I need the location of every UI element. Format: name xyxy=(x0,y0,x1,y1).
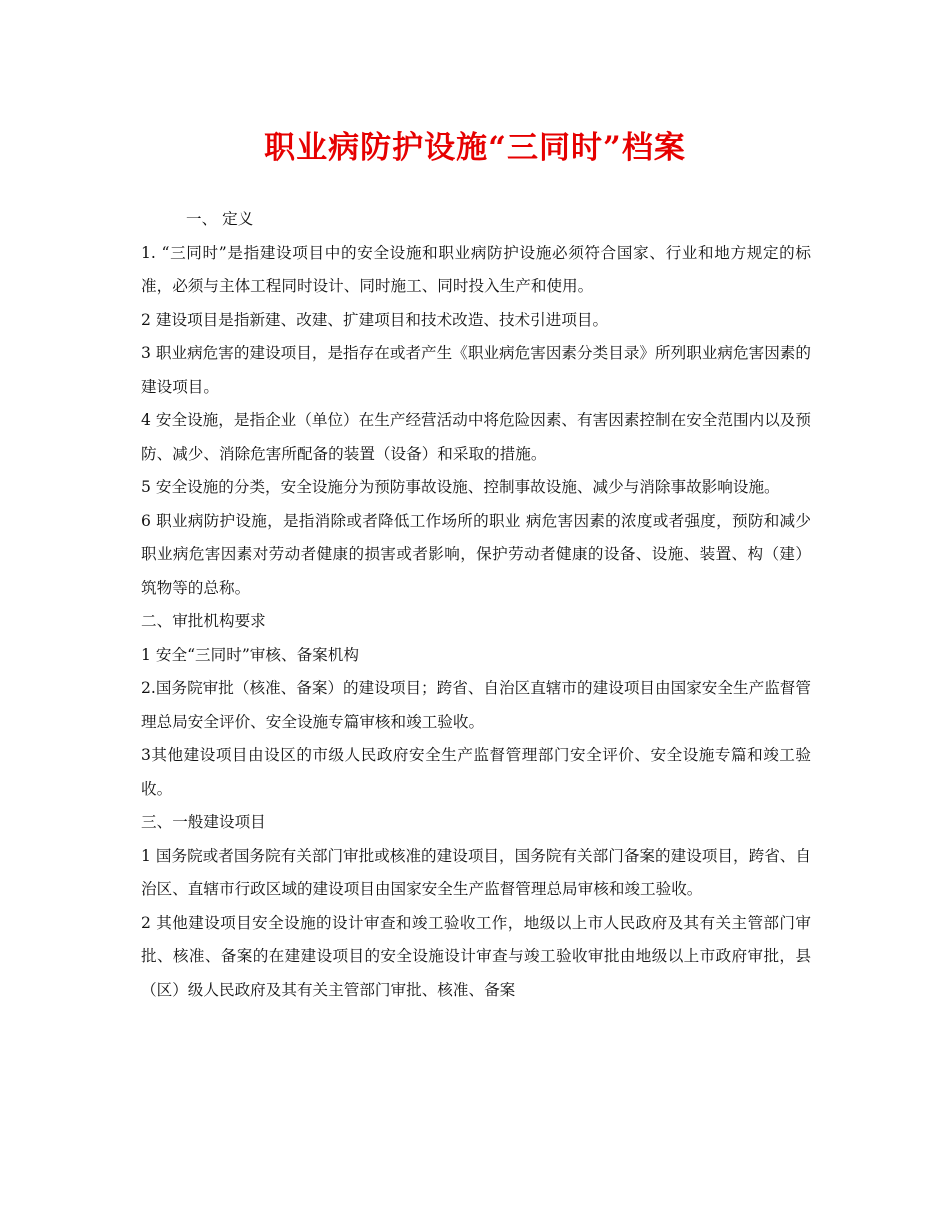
paragraph-other-projects: 3其他建设项目由设区的市级人民政府安全生产监督管理部门安全评价、安全设施专篇和竣工验收。 xyxy=(141,746,811,798)
paragraph-safety-facility: 4 安全设施，是指企业（单位）在生产经营活动中将危险因素、有害因素控制在安全范围内以及预防、减少、消除危害所配备的装置（设备）和采取的措施。 xyxy=(141,411,811,463)
section-heading-definition: 一、 定义 xyxy=(186,210,254,228)
section-heading-general-projects: 三、一般建设项目 xyxy=(141,813,266,831)
paragraph-general-project-2: 2 其他建设项目安全设施的设计审查和竣工验收工作，地级以上市人民政府及其有关主管部门审批、核准、备案的在建建设项目的安全设施设计审查与竣工验收审批由地级以上市政府审批，县（区）级人民政府及其有关主管部门审批、核准、备案 xyxy=(141,913,811,999)
paragraph-three-simultaneous: 1. “三同时”是指建设项目中的安全设施和职业病防护设施必须符合国家、行业和地方规定的标准，必须与主体工程同时设计、同时施工、同时投入生产和使用。 xyxy=(141,243,811,295)
paragraph-facility-classification: 5 安全设施的分类，安全设施分为预防事故设施、控制事故设施、减少与消除事故影响设施。 xyxy=(141,478,780,496)
paragraph-protection-facility: 6 职业病防护设施，是指消除或者降低工作场所的职业 病危害因素的浓度或者强度，预防和减少职业病危害因素对劳动者健康的损害或者影响，保护劳动者健康的设备、设施、装置、构（建）筑物等的总称。 xyxy=(141,511,811,597)
paragraph-hazard-project: 3 职业病危害的建设项目，是指存在或者产生《职业病危害因素分类目录》所列职业病危害因素的建设项目。 xyxy=(141,344,811,396)
document-title: 职业病防护设施“三同时”档案 xyxy=(264,130,686,166)
paragraph-state-council-approval: 2.国务院审批（核准、备案）的建设项目；跨省、自治区直辖市的建设项目由国家安全生产监督管理总局安全评价、安全设施专篇审核和竣工验收。 xyxy=(141,679,811,731)
paragraph-construction-project: 2 建设项目是指新建、改建、扩建项目和技术改造、技术引进项目。 xyxy=(141,310,609,329)
paragraph-general-project-1: 1 国务院或者国务院有关部门审批或核准的建设项目，国务院有关部门备案的建设项目，跨省、自治区、直辖市行政区域的建设项目由国家安全生产监督管理总局审核和竣工验收。 xyxy=(141,846,811,898)
paragraph-approval-agency: 1 安全“三同时”审核、备案机构 xyxy=(141,645,359,664)
section-heading-approval: 二、审批机构要求 xyxy=(141,612,266,630)
document-body xyxy=(141,203,811,1007)
